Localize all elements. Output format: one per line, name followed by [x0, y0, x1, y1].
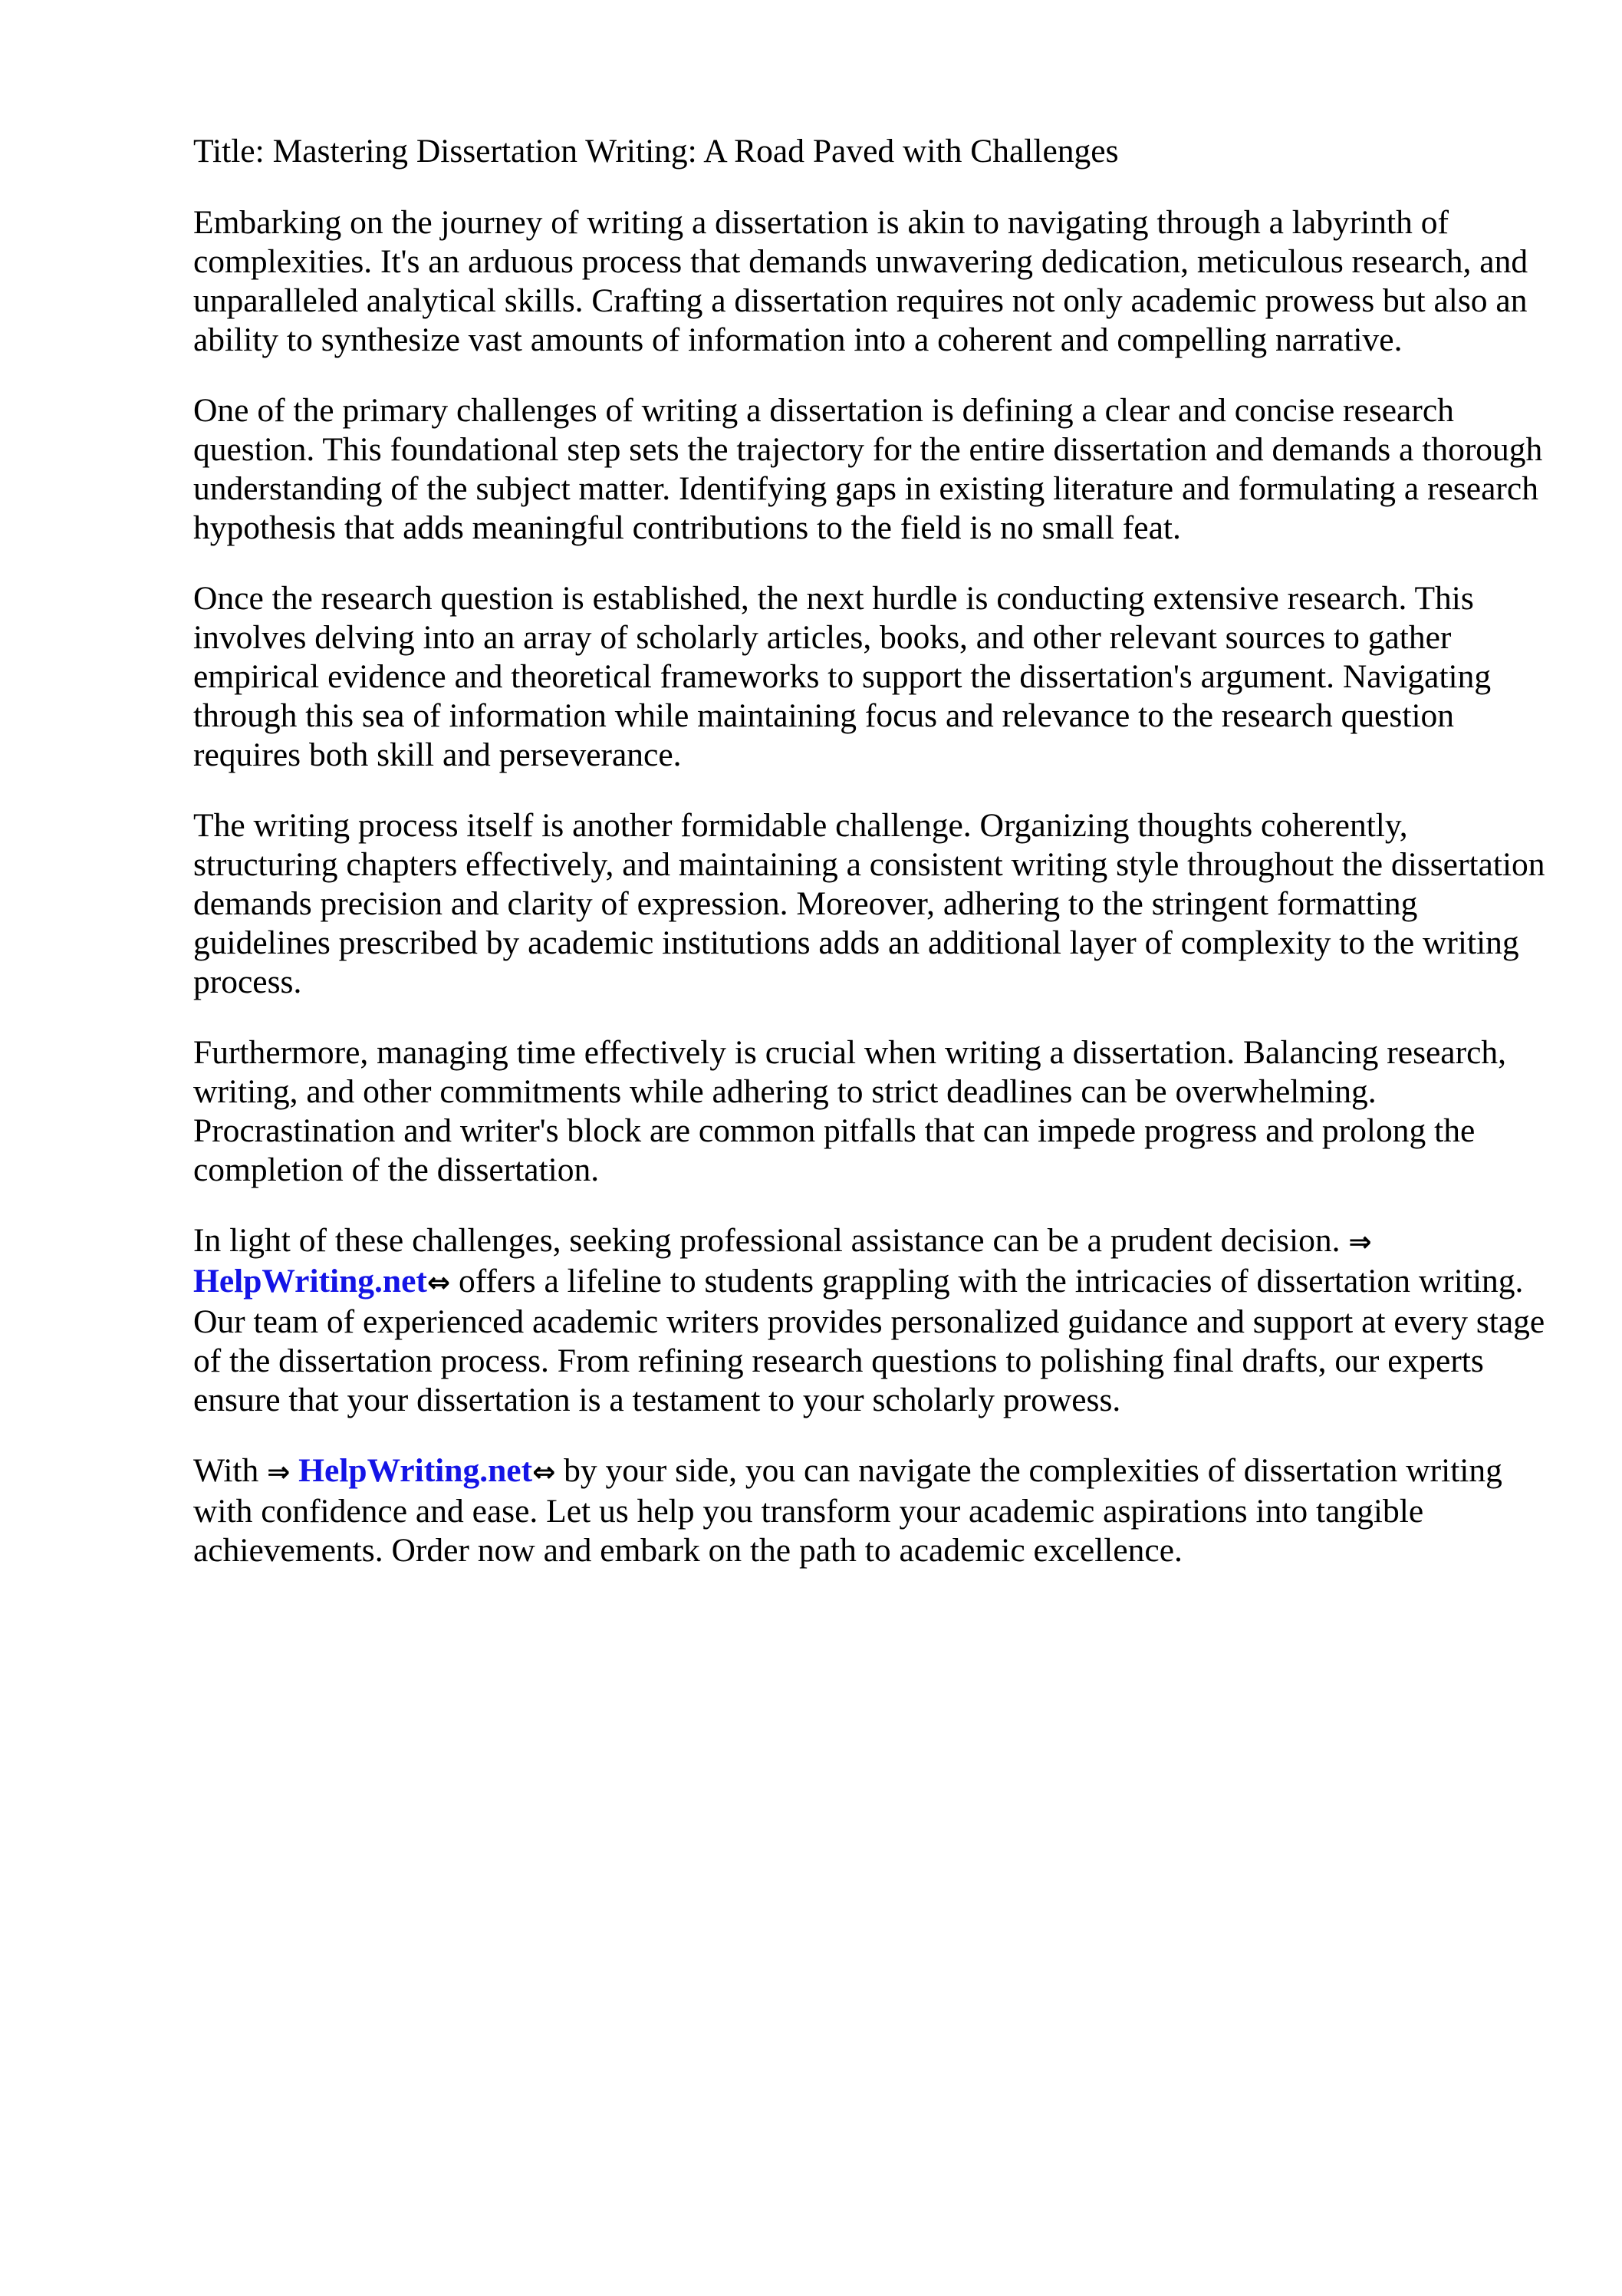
helpwriting-link[interactable]: HelpWriting.net [193, 1263, 427, 1300]
paragraph-writing-process: The writing process itself is another formidable challenge. Organizing thoughts coherently, structuring chapters effectively, and maintaining a consistent writing style throughout the dissertation demands precision and clarity of expression. Moreover, adhering to the stringent formatting guidelines prescribed by academic institutions adds an additional layer of complexity to the writing process. [193, 807, 1545, 1000]
promo-text-before: In light of these challenges, seeking professional assistance can be a prudent decision. [193, 1222, 1349, 1259]
closing-text-before: With [193, 1452, 268, 1489]
helpwriting-link[interactable]: HelpWriting.net [298, 1452, 533, 1489]
promo-text-after: offers a lifeline to students grappling with the intricacies of dissertation writing. Our team of experienced academic writers provides personalized guidance and support at every stage of the dissertation process. From refining research questions to polishing final drafts, our experts ensure that your dissertation is a testament to your scholarly prowess. [193, 1263, 1545, 1418]
paragraph-closing [193, 1451, 1551, 1570]
paragraph-promo [193, 1221, 1551, 1420]
document-page [193, 132, 1551, 1602]
paragraph-research: Once the research question is established, the next hurdle is conducting extensive research. This involves delving into an array of scholarly articles, books, and other relevant sources to gather empirical evidence and theoretical frameworks to support the dissertation's argument. Navigating through this sea of information while maintaining focus and relevance to the research question requires both skill and perseverance. [193, 580, 1492, 773]
arrow-both-icon: ⇔ [532, 1457, 556, 1488]
paragraph-time-management: Furthermore, managing time effectively is crucial when writing a dissertation. Balancing research, writing, and other commitments while adhering to strict deadlines can be overwhelming. Procrastination and writer's block are common pitfalls that can impede progress and prolong the completion of the dissertation. [193, 1034, 1507, 1188]
arrow-both-icon: ⇔ [426, 1267, 451, 1299]
document-title: Title: Mastering Dissertation Writing: A Road Paved with Challenges [193, 133, 1119, 170]
arrow-right-icon: ⇒ [1348, 1227, 1372, 1258]
arrow-right-icon: ⇒ [267, 1457, 291, 1488]
paragraph-research-question: One of the primary challenges of writing a dissertation is defining a clear and concise research question. This foundational step sets the trajectory for the entire dissertation and demands a thorough understanding of the subject matter. Identifying gaps in existing literature and formulating a research hypothesis that adds meaningful contributions to the field is no small feat. [193, 392, 1543, 546]
paragraph-intro: Embarking on the journey of writing a dissertation is akin to navigating through a labyrinth of complexities. It's an arduous process that demands unwavering dedication, meticulous research, and unparalleled analytical skills. Crafting a dissertation requires not only academic prowess but also an ability to synthesize vast amounts of information into a coherent and compelling narrative. [193, 204, 1528, 358]
closing-text-after: by your side, you can navigate the complexities of dissertation writing with confidence and ease. Let us help you transform your academic aspirations into tangible achievements. Order now and embark on the path to academic excellence. [193, 1452, 1502, 1569]
